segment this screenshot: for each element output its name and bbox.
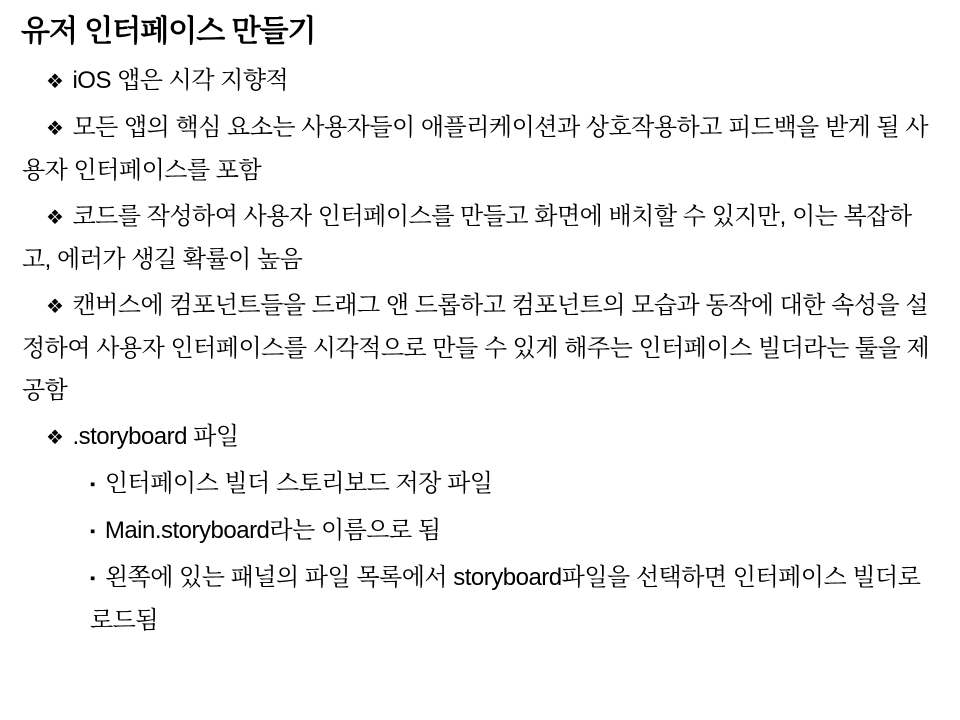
bullet-text: 캔버스에 컴포넌트들을 드래그 앤 드롭하고 컴포넌트의 모습과 동작에 대한 속성을 설정하여 사용자 인터페이스를 시각적으로 만들 수 있게 해주는 인터페이스 빌더라는 툴을 제공함	[22, 292, 930, 404]
sub-bullet-item	[90, 557, 930, 642]
slide-body	[22, 60, 930, 646]
sub-bullet-text: 왼쪽에 있는 패널의 파일 목록에서 storyboard파일을 선택하면 인터페이스 빌더로 로드됨	[90, 564, 921, 634]
square-bullet-icon: ▪	[90, 523, 95, 540]
square-bullet-icon: ▪	[90, 476, 95, 493]
bullet-item	[22, 60, 930, 103]
sub-bullet-item	[90, 510, 930, 553]
bullet-item	[22, 107, 930, 192]
sub-bullet-text: 인터페이스 빌더 스토리보드 저장 파일	[104, 470, 493, 497]
bullet-text: 모든 앱의 핵심 요소는 사용자들이 애플리케이션과 상호작용하고 피드백을 받게 될 사용자 인터페이스를 포함	[22, 114, 929, 184]
bullet-text: 코드를 작성하여 사용자 인터페이스를 만들고 화면에 배치할 수 있지만, 이는 복잡하고, 에러가 생길 확률이 높음	[22, 203, 912, 273]
bullet-text: iOS 앱은 시각 지향적	[72, 67, 289, 94]
diamond-bullet-icon: ❖	[46, 71, 64, 93]
diamond-bullet-icon: ❖	[46, 207, 64, 229]
diamond-bullet-icon: ❖	[46, 118, 64, 140]
bullet-text: .storyboard 파일	[72, 423, 239, 450]
square-bullet-icon: ▪	[90, 570, 95, 587]
bullet-item	[22, 416, 930, 459]
bullet-item	[22, 285, 930, 412]
slide-title: 유저 인터페이스 만들기	[21, 15, 316, 48]
diamond-bullet-icon: ❖	[46, 427, 64, 449]
bullet-item	[22, 196, 930, 281]
sub-bullet-text: Main.storyboard라는 이름으로 됨	[104, 517, 441, 544]
sub-bullet-item	[90, 463, 930, 506]
diamond-bullet-icon: ❖	[46, 296, 64, 318]
